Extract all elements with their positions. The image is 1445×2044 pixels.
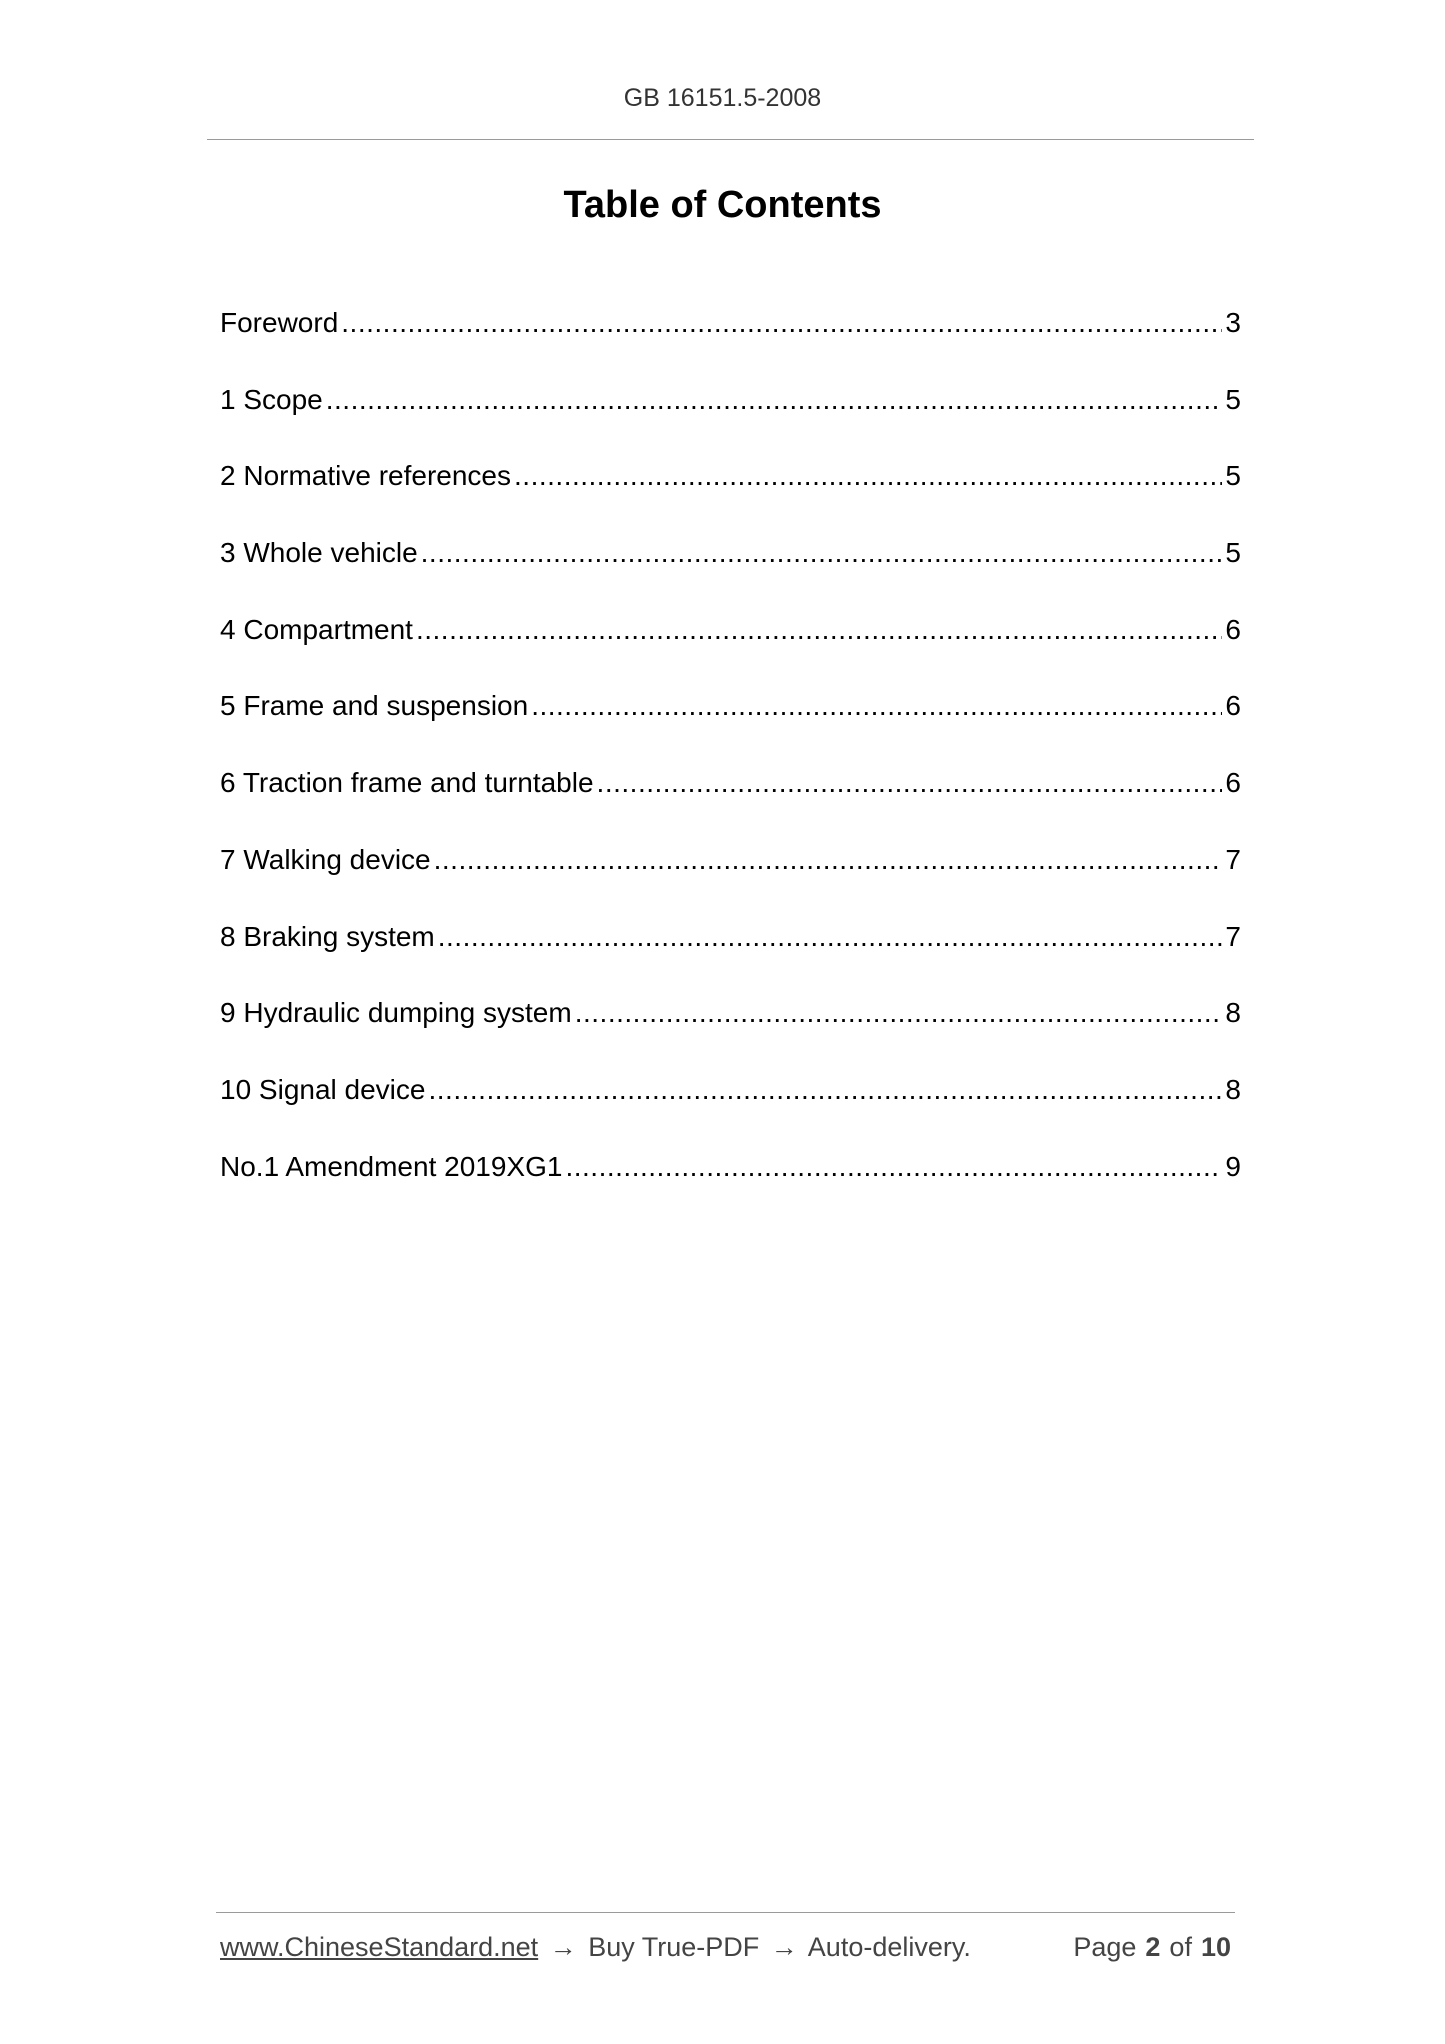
- toc-entry-page: 7: [1225, 920, 1241, 952]
- current-page-number: 2: [1145, 1932, 1161, 1962]
- toc-entry-label: 3 Whole vehicle: [220, 537, 418, 569]
- toc-entry-page: 6: [1225, 767, 1241, 799]
- toc-entry-label: 1 Scope: [220, 383, 323, 415]
- toc-dot-leader: [575, 993, 1223, 1033]
- toc-list: [220, 303, 1241, 1223]
- toc-entry-label: 7 Walking device: [220, 843, 431, 875]
- toc-entry-page: 9: [1225, 1150, 1241, 1182]
- delivery-text: Auto-delivery.: [807, 1932, 971, 1962]
- toc-entry-page: 3: [1225, 307, 1241, 338]
- toc-entry-foreword[interactable]: [220, 303, 1241, 380]
- page-footer: [220, 1932, 1231, 1963]
- toc-entry-label: 5 Frame and suspension: [220, 690, 529, 722]
- toc-entry-page: 6: [1225, 613, 1241, 645]
- toc-entry-label: 10 Signal device: [220, 1073, 426, 1105]
- header-divider: [207, 139, 1254, 140]
- toc-entry-page: 5: [1225, 537, 1241, 569]
- toc-entry-whole-vehicle[interactable]: [220, 533, 1241, 610]
- of-word: of: [1169, 1932, 1192, 1962]
- toc-entry-scope[interactable]: [220, 380, 1241, 457]
- toc-entry-signal-device[interactable]: [220, 1070, 1241, 1147]
- toc-entry-label: 8 Braking system: [220, 920, 435, 952]
- document-header-code: GB 16151.5-2008: [623, 84, 822, 112]
- toc-entry-page: 8: [1225, 1073, 1241, 1105]
- toc-entry-traction-frame-and-turntable[interactable]: [220, 763, 1241, 840]
- toc-dot-leader: [565, 1147, 1222, 1187]
- total-page-count: 10: [1200, 1932, 1231, 1962]
- footer-promo: [220, 1932, 971, 1963]
- arrow-right-icon: →: [770, 1932, 798, 1962]
- toc-dot-leader: [326, 380, 1223, 420]
- toc-entry-hydraulic-dumping-system[interactable]: [220, 993, 1241, 1070]
- toc-entry-normative-references[interactable]: [220, 456, 1241, 533]
- buy-text: Buy True-PDF: [588, 1932, 760, 1962]
- toc-entry-page: 5: [1225, 383, 1241, 415]
- toc-entry-page: 7: [1225, 843, 1241, 875]
- toc-dot-leader: [531, 686, 1222, 726]
- toc-entry-compartment[interactable]: [220, 610, 1241, 687]
- site-link[interactable]: www.ChineseStandard.net: [220, 1932, 539, 1962]
- toc-entry-label: Foreword: [220, 307, 339, 338]
- toc-entry-page: 6: [1225, 690, 1241, 722]
- toc-dot-leader: [514, 456, 1222, 496]
- toc-dot-leader: [421, 533, 1223, 573]
- toc-dot-leader: [597, 763, 1223, 803]
- toc-entry-label: 4 Compartment: [220, 613, 413, 645]
- toc-entry-braking-system[interactable]: [220, 917, 1241, 994]
- toc-entry-amendment[interactable]: [220, 1147, 1241, 1224]
- toc-dot-leader: [438, 917, 1223, 957]
- toc-entry-page: 8: [1225, 997, 1241, 1029]
- toc-entry-page: 5: [1225, 460, 1241, 492]
- toc-entry-walking-device[interactable]: [220, 840, 1241, 917]
- toc-title: Table of Contents: [563, 184, 882, 226]
- toc-entry-label: No.1 Amendment 2019XG1: [220, 1150, 563, 1182]
- page-number: [1073, 1932, 1231, 1963]
- toc-dot-leader: [416, 610, 1222, 650]
- toc-dot-leader: [434, 840, 1223, 880]
- arrow-right-icon: →: [549, 1932, 577, 1962]
- toc-entry-label: 9 Hydraulic dumping system: [220, 997, 572, 1029]
- page-word: Page: [1073, 1932, 1137, 1962]
- toc-entry-label: 6 Traction frame and turntable: [220, 767, 594, 799]
- toc-dot-leader: [341, 303, 1222, 343]
- footer-divider: [216, 1912, 1235, 1913]
- toc-entry-frame-and-suspension[interactable]: [220, 686, 1241, 763]
- toc-dot-leader: [428, 1070, 1222, 1110]
- toc-entry-label: 2 Normative references: [220, 460, 512, 492]
